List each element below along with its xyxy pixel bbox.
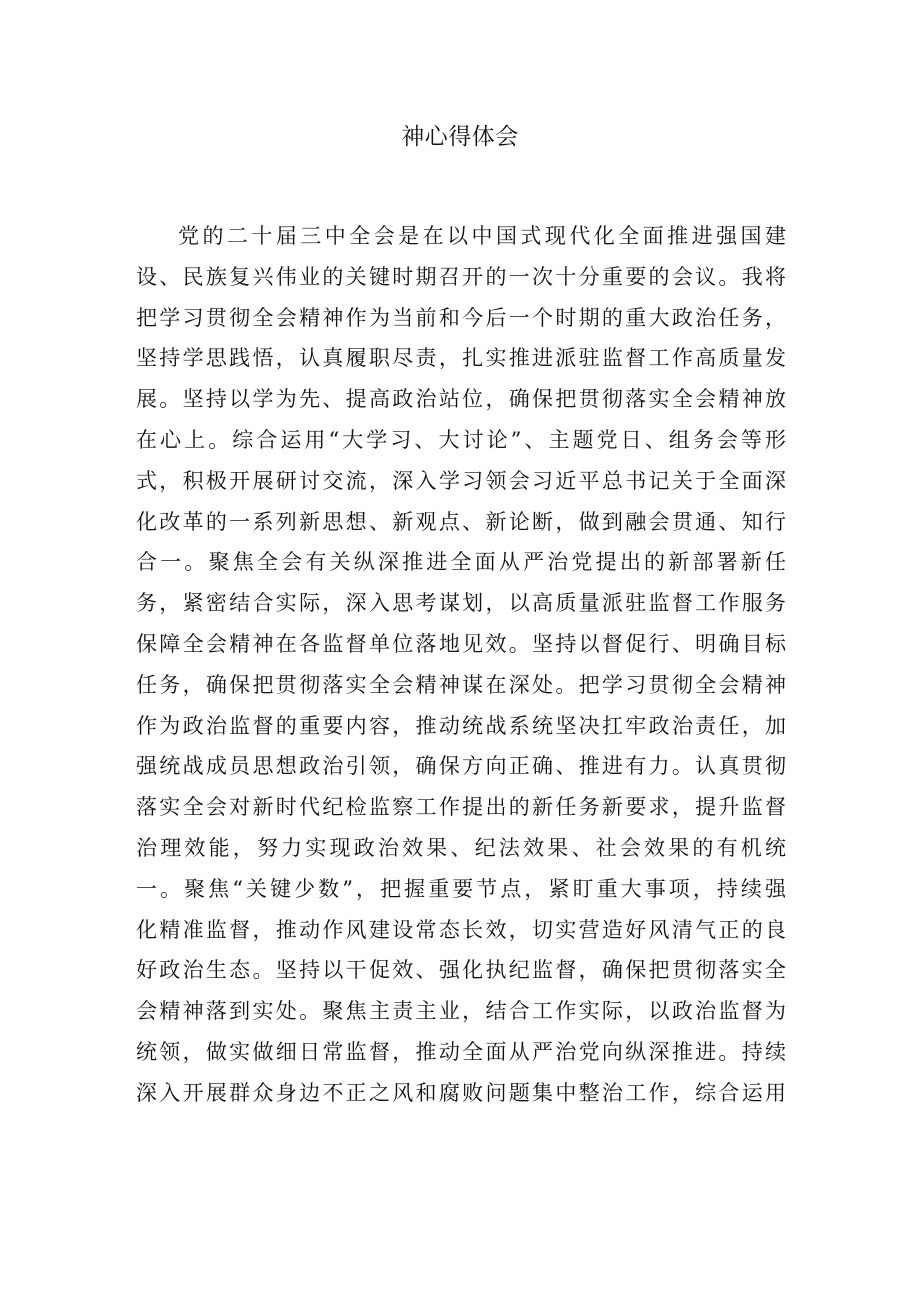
document-body: [136, 216, 786, 1114]
paragraph-line: 会精神落到实处。聚焦主责主业，结合工作实际，以政治监督为: [136, 999, 786, 1024]
paragraph-line: 展。坚持以学为先、提高政治站位，确保把贯彻落实全会精神放: [136, 387, 786, 412]
paragraph-line: 合一。聚焦全会有关纵深推进全面从严治党提出的新部署新任: [136, 550, 786, 575]
paragraph-line: 一。聚焦“关键少数”，把握重要节点，紧盯重大事项，持续强: [136, 876, 786, 901]
paragraph-line: 式，积极开展研讨交流，深入学习领会习近平总书记关于全面深: [136, 468, 786, 493]
paragraph-line: 设、民族复兴伟业的关键时期召开的一次十分重要的会议。我将: [136, 264, 786, 289]
paragraph-line: 坚持学思践悟，认真履职尽责，扎实推进派驻监督工作高质量发: [136, 346, 786, 371]
paragraph-line: 务，紧密结合实际，深入思考谋划，以高质量派驻监督工作服务: [136, 591, 786, 616]
paragraph-line: 深入开展群众身边不正之风和腐败问题集中整治工作，综合运用: [136, 1080, 786, 1105]
paragraph-line: 强统战成员思想政治引领，确保方向正确、推进有力。认真贯彻: [136, 754, 786, 779]
paragraph-line: 作为政治监督的重要内容，推动统战系统坚决扛牢政治责任，加: [136, 713, 786, 738]
paragraph-line: 落实全会对新时代纪检监察工作提出的新任务新要求，提升监督: [136, 795, 786, 820]
paragraph-line: 化改革的一系列新思想、新观点、新论断，做到融会贯通、知行: [136, 509, 786, 534]
paragraph-line: 统领，做实做细日常监督，推动全面从严治党向纵深推进。持续: [136, 1039, 786, 1064]
document-title: 神心得体会: [401, 124, 519, 150]
paragraph-line: 任务，确保把贯彻落实全会精神谋在深处。把学习贯彻全会精神: [136, 672, 786, 697]
paragraph-line: 好政治生态。坚持以干促效、强化执纪监督，确保把贯彻落实全: [136, 958, 786, 983]
paragraph-line: 党的二十届三中全会是在以中国式现代化全面推进强国建: [178, 224, 786, 248]
paragraph-line: 治理效能，努力实现政治效果、纪法效果、社会效果的有机统: [136, 835, 786, 860]
paragraph-line: 把学习贯彻全会精神作为当前和今后一个时期的重大政治任务，: [136, 305, 786, 330]
paragraph-line: 保障全会精神在各监督单位落地见效。坚持以督促行、明确目标: [136, 631, 786, 656]
paragraph-line: 在心上。综合运用“大学习、大讨论”、主题党日、组务会等形: [136, 427, 786, 452]
paragraph-line: 化精准监督，推动作风建设常态长效，切实营造好风清气正的良: [136, 917, 786, 942]
